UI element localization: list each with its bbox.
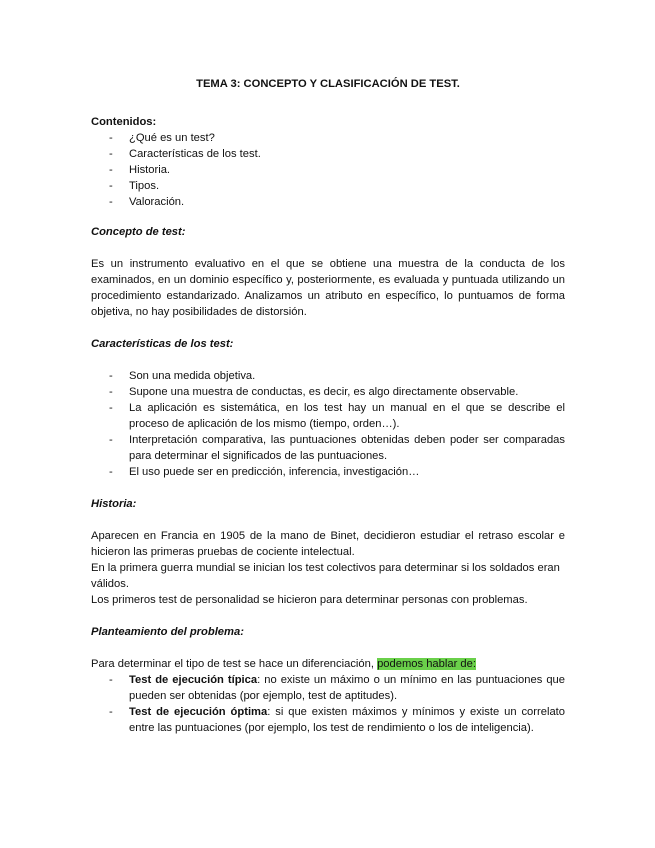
list-dash: - [109,706,113,718]
list-dash: - [109,402,113,414]
list-dash: - [109,164,113,176]
list-item: - Test de ejecución típica: no existe un máximo o un mínimo en las puntuaciones que pueden ser obtenidas (por ejemplo, test de aptitudes). [109,674,565,702]
contenidos-list [91,130,565,210]
historia-paragraph-1: Aparecen en Francia en 1905 de la mano de Binet, decidieron estudiar el retraso escolar e hicieron las primeras pruebas de cociente intelectual. [91,530,565,558]
term-bold: Test de ejecución óptima [129,706,268,718]
document-title: TEMA 3: CONCEPTO Y CLASIFICACIÓN DE TEST. [196,78,460,90]
list-item: - Interpretación comparativa, las puntuaciones obtenidas deben poder ser comparadas para determinar el significados de las puntuaciones. [109,434,565,462]
list-item: - Son una medida objetiva. [109,370,256,382]
historia-paragraph-3: Los primeros test de personalidad se hicieron para determinar personas con problemas. [91,594,528,606]
caracteristicas-heading: Características de los test: [91,338,234,350]
concepto-paragraph: Es un instrumento evaluativo en el que se obtiene una muestra de la conducta de los examinados, en un dominio específico y, posteriormente, es evaluada y puntuada utilizando un procedimiento estandarizado. Analizamos un atributo en específico, lo puntuamos de forma objetiva, no hay posibilidades de distorsión. [91,258,565,318]
historia-heading: Historia: [91,498,137,510]
list-item: - Supone una muestra de conductas, es decir, es algo directamente observable. [109,386,519,398]
document-page [91,76,565,736]
planteamiento-heading: Planteamiento del problema: [91,626,244,638]
planteamiento-list [91,672,565,736]
list-dash: - [109,386,113,398]
list-item: - Características de los test. [109,148,261,160]
list-item: - El uso puede ser en predicción, inferencia, investigación… [109,466,420,478]
list-dash: - [109,434,113,446]
list-dash: - [109,180,113,192]
list-item: - ¿Qué es un test? [109,132,215,144]
list-dash: - [109,370,113,382]
caracteristicas-list [91,368,565,480]
list-item: - Historia. [109,164,171,176]
list-item: - Test de ejecución óptima: si que existen máximos y mínimos y existe un correlato entre las puntuaciones (por ejemplo, los test de rendimiento o los de inteligencia). [109,706,565,734]
concepto-heading: Concepto de test: [91,226,186,238]
planteamiento-intro: Para determinar el tipo de test se hace un diferenciación, podemos hablar de: [91,658,476,670]
list-dash: - [109,132,113,144]
list-item: - Valoración. [109,196,185,208]
list-dash: - [109,196,113,208]
list-item: - La aplicación es sistemática, en los test hay un manual en el que se describe el proceso de aplicación de los mismo (tiempo, orden…). [109,402,565,430]
list-dash: - [109,466,113,478]
list-dash: - [109,148,113,160]
list-dash: - [109,674,113,686]
list-item: - Tipos. [109,180,160,192]
historia-paragraph-2: En la primera guerra mundial se inician los test colectivos para determinar si los soldados eran válidos. [91,562,560,590]
term-bold: Test de ejecución típica [129,674,258,686]
contenidos-heading: Contenidos: [91,116,157,128]
highlighted-text: podemos hablar de: [377,658,476,670]
